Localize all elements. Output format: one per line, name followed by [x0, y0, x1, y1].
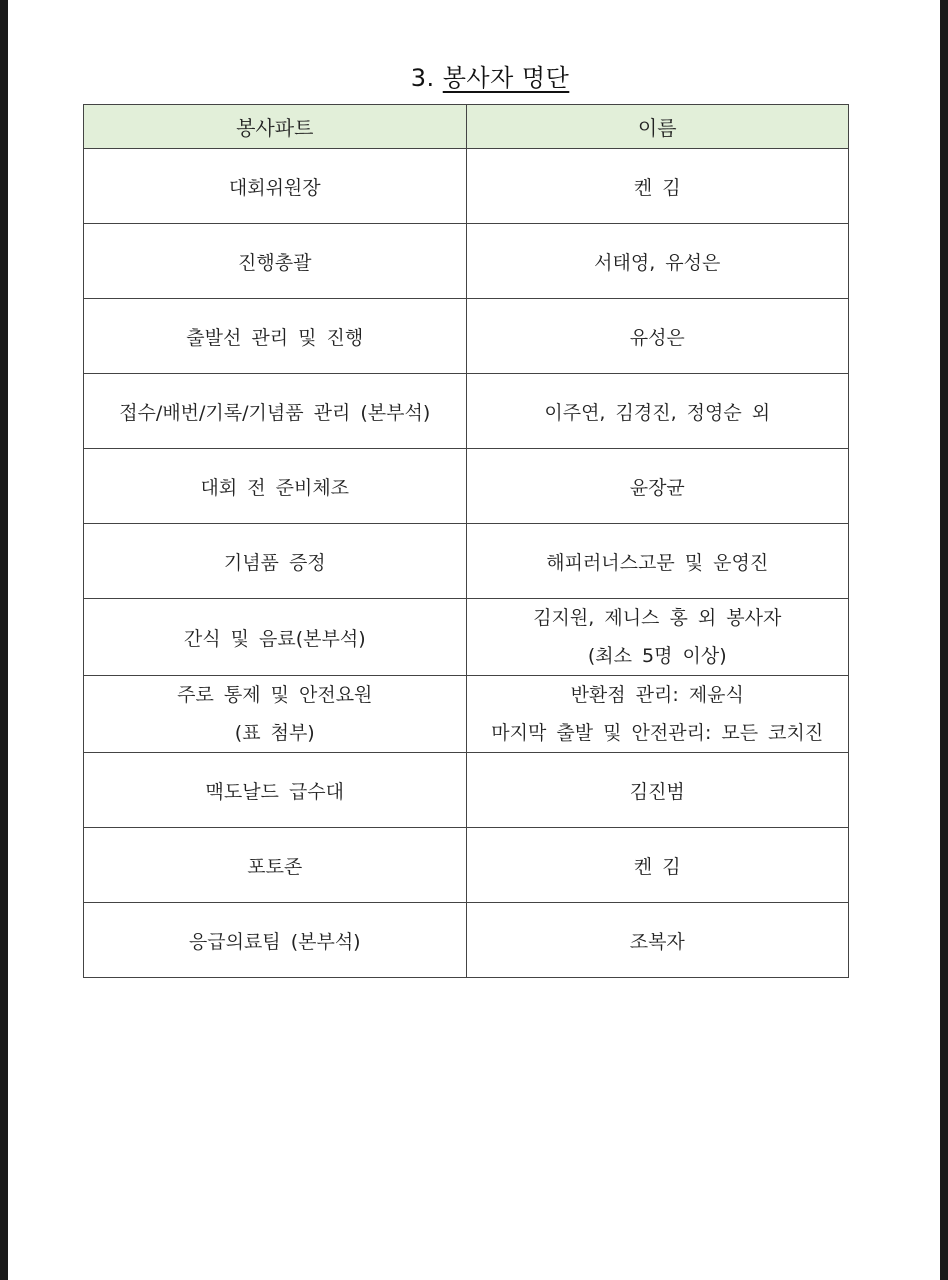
- table-row: [84, 828, 849, 903]
- table-row: [84, 676, 849, 753]
- cell-name: [466, 149, 849, 224]
- name-text: 조복자: [629, 930, 685, 953]
- volunteer-table: [83, 104, 849, 978]
- cell-part: [84, 676, 467, 753]
- part-text: 출발선 관리 및 진행: [186, 326, 364, 349]
- cell-name: [466, 828, 849, 903]
- table-row: [84, 753, 849, 828]
- cell-part: [84, 753, 467, 828]
- table-row: [84, 149, 849, 224]
- cell-part: [84, 149, 467, 224]
- name-text: 이주연, 김경진, 정영순 외: [544, 401, 771, 424]
- cell-name: [466, 374, 849, 449]
- table-row: [84, 224, 849, 299]
- part-text: 접수/배번/기록/기념품 관리 (본부석): [119, 401, 431, 424]
- name-text: 켄 김: [633, 855, 681, 878]
- part-text: 맥도날드 급수대: [205, 780, 345, 803]
- name-text: 해피러너스고문 및 운영진: [546, 551, 769, 574]
- cell-name: [466, 524, 849, 599]
- table-row: [84, 524, 849, 599]
- cell-name: [466, 903, 849, 978]
- name-text: (최소 5명 이상): [587, 645, 727, 667]
- part-text: 간식 및 음료(본부석): [183, 627, 366, 650]
- section-title-text: 봉사자 명단: [442, 64, 570, 92]
- name-text: 김진범: [629, 780, 685, 803]
- section-number: 3.: [410, 64, 435, 92]
- cell-name: [466, 299, 849, 374]
- table-row: [84, 903, 849, 978]
- cell-name: [466, 676, 849, 753]
- cell-part: [84, 828, 467, 903]
- name-text: 반환점 관리: 제윤식: [570, 684, 744, 706]
- part-text: 대회위원장: [228, 176, 321, 199]
- name-text: 마지막 출발 및 안전관리: 모든 코치진: [491, 722, 824, 744]
- table-row: [84, 374, 849, 449]
- cell-part: [84, 374, 467, 449]
- table-row: [84, 449, 849, 524]
- cell-part: [84, 224, 467, 299]
- part-text: 주로 통제 및 안전요원: [177, 684, 373, 706]
- part-text: 포토존: [247, 855, 303, 878]
- part-text: 응급의료팀 (본부석): [188, 930, 361, 953]
- part-text: 대회 전 준비체조: [200, 476, 350, 499]
- name-text: 윤장균: [629, 476, 685, 499]
- cell-name: [466, 599, 849, 676]
- name-text: 켄 김: [633, 176, 681, 199]
- part-text: 기념품 증정: [223, 551, 326, 574]
- cell-name: [466, 449, 849, 524]
- table-header-row: [84, 105, 849, 149]
- cell-part: [84, 524, 467, 599]
- cell-part: [84, 903, 467, 978]
- name-text: 유성은: [629, 326, 685, 349]
- cell-name: [466, 753, 849, 828]
- part-text: (표 첨부): [234, 722, 315, 744]
- cell-part: [84, 299, 467, 374]
- name-text: 김지원, 제니스 홍 외 봉사자: [533, 607, 782, 629]
- cell-part: [84, 599, 467, 676]
- section-title: [8, 58, 948, 93]
- name-text: 서태영, 유성은: [594, 251, 721, 274]
- cell-part: [84, 449, 467, 524]
- header-part: 봉사파트: [84, 105, 467, 149]
- cell-name: [466, 224, 849, 299]
- table-row: [84, 599, 849, 676]
- header-name: 이름: [466, 105, 849, 149]
- table-row: [84, 299, 849, 374]
- table-body: [84, 149, 849, 978]
- part-text: 진행총괄: [238, 251, 312, 274]
